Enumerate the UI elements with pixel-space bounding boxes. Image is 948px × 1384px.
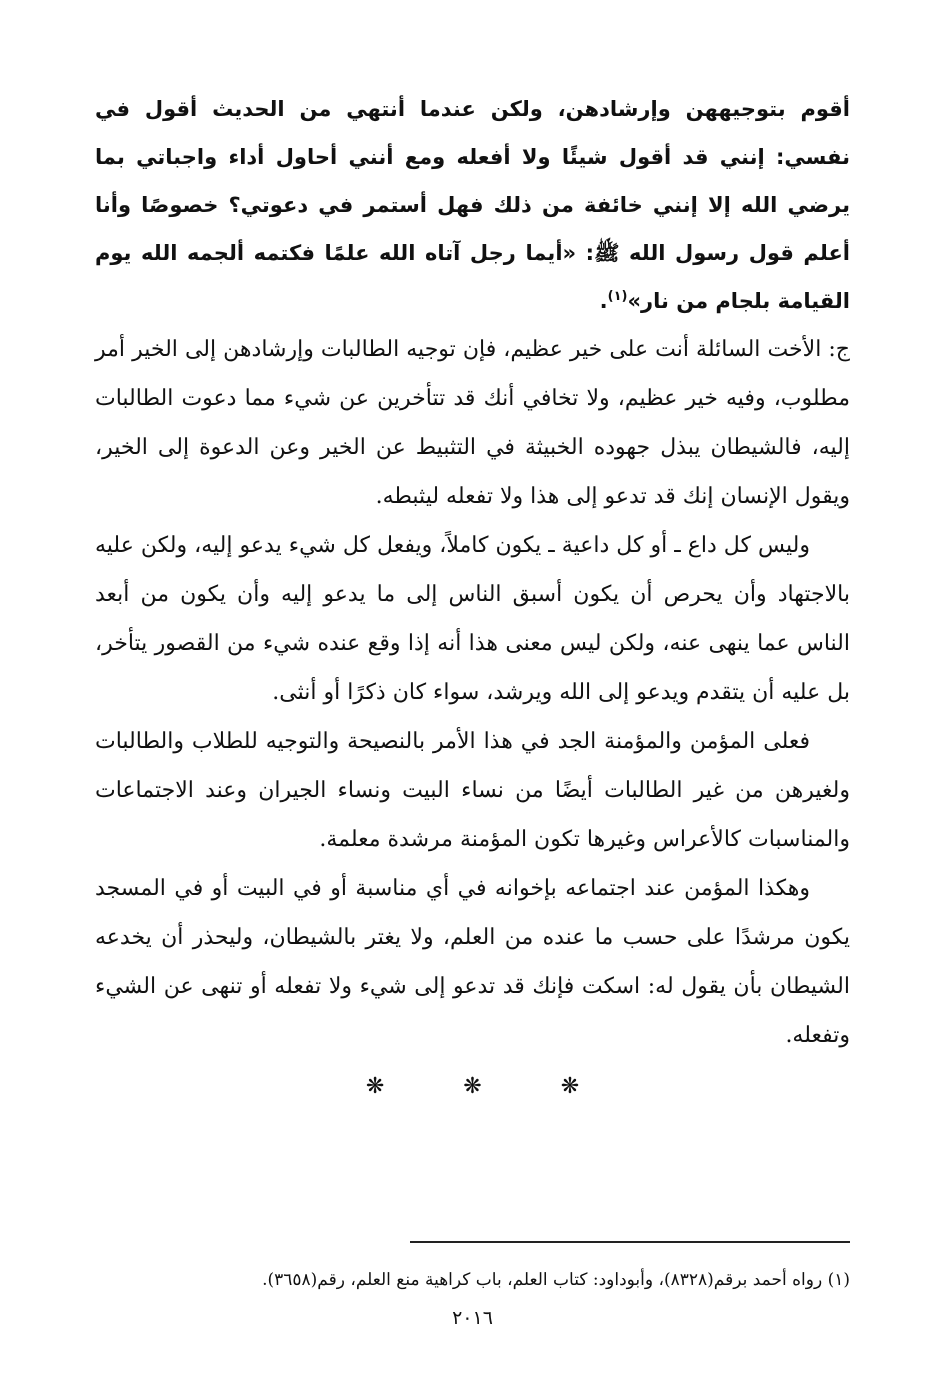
footnote-divider: [410, 1241, 850, 1243]
section-separator: [95, 1074, 850, 1114]
answer-paragraph-2: وليس كل داع ـ أو كل داعية ـ يكون كاملاً، ويفعل كل شيء يدعو إليه، ولكن عليه بالاجتهاد وأن يحرص أن يكون أسبق الناس إلى ما يدعو إليه وأن يكون من أبعد الناس عما ينهى عنه، ولكن ليس معنى هذا أنه إذا وقع عنده شيء من القصور يتأخر، بل عليه أن يتقدم ويدعو إلى الله ويرشد، سواء كان ذكرًا أو أنثى.: [95, 533, 850, 705]
answer-paragraph-3: فعلى المؤمن والمؤمنة الجد في هذا الأمر بالنصيحة والتوجيه للطلاب والطالبات ولغيرهن من غير الطالبات أيضًا من نساء البيت ونساء الجيران وعند الاجتماعات والمناسبات كالأعراس وغيرها تكون المؤمنة مرشدة معلمة.: [95, 729, 850, 852]
answer-paragraph-1: ج: الأخت السائلة أنت على خير عظيم، فإن توجيه الطالبات وإرشادهن إلى الخير أمر مطلوب، وفيه خير عظيم، ولا تخافي أنك قد تتأخرين عن شيء مما دعوت الطالبات إليه، فالشيطان يبذل جهوده الخبيثة في التثبيط عن الخير وعن الدعوة إلى الخير، ويقول الإنسان إنك قد تدعو إلى هذا ولا تفعله ليثبطه.: [95, 337, 850, 509]
page-number: ٢٠١٦: [452, 1307, 493, 1329]
question-body: أقوم بتوجيههن وإرشادهن، ولكن عندما أنتهي من الحديث أقول في نفسي: إنني قد أقول شيئًا ولا أفعله ومع أنني أحاول أداء واجباتي بما يرضي الله إلا إنني خائفة من ذلك فهل أستمر في دعوتي؟ خصوصًا وأنا أعلم قول رسول الله ﷺ: «أيما رجل آتاه الله علمًا فكتمه ألجمه الله يوم القيامة بلجام من نار»: [95, 97, 850, 313]
separator-star: ❋: [463, 1074, 482, 1099]
question-text: [95, 85, 850, 325]
question-end: .: [599, 289, 608, 313]
footnote-reference: (١): [607, 289, 628, 304]
footnote: (١) رواه أحمد برقم(٨٣٢٨)، وأبوداود: كتاب العلم، باب كراهية منع العلم، رقم(٣٦٥٨).: [262, 1270, 850, 1290]
separator-star: ❋: [365, 1074, 385, 1099]
separator-star: ❋: [560, 1074, 580, 1099]
answer-paragraph-4: وهكذا المؤمن عند اجتماعه بإخوانه في أي مناسبة أو في البيت أو في المسجد يكون مرشدًا على حسب ما عنده من العلم، ولا يغتر بالشيطان، وليحذر أن يخدعه الشيطان بأن يقول له: اسكت فإنك قد تدعو إلى شيء ولا تفعله أو تنهى عن الشيء وتفعله.: [95, 876, 850, 1048]
book-page: [95, 85, 850, 1375]
